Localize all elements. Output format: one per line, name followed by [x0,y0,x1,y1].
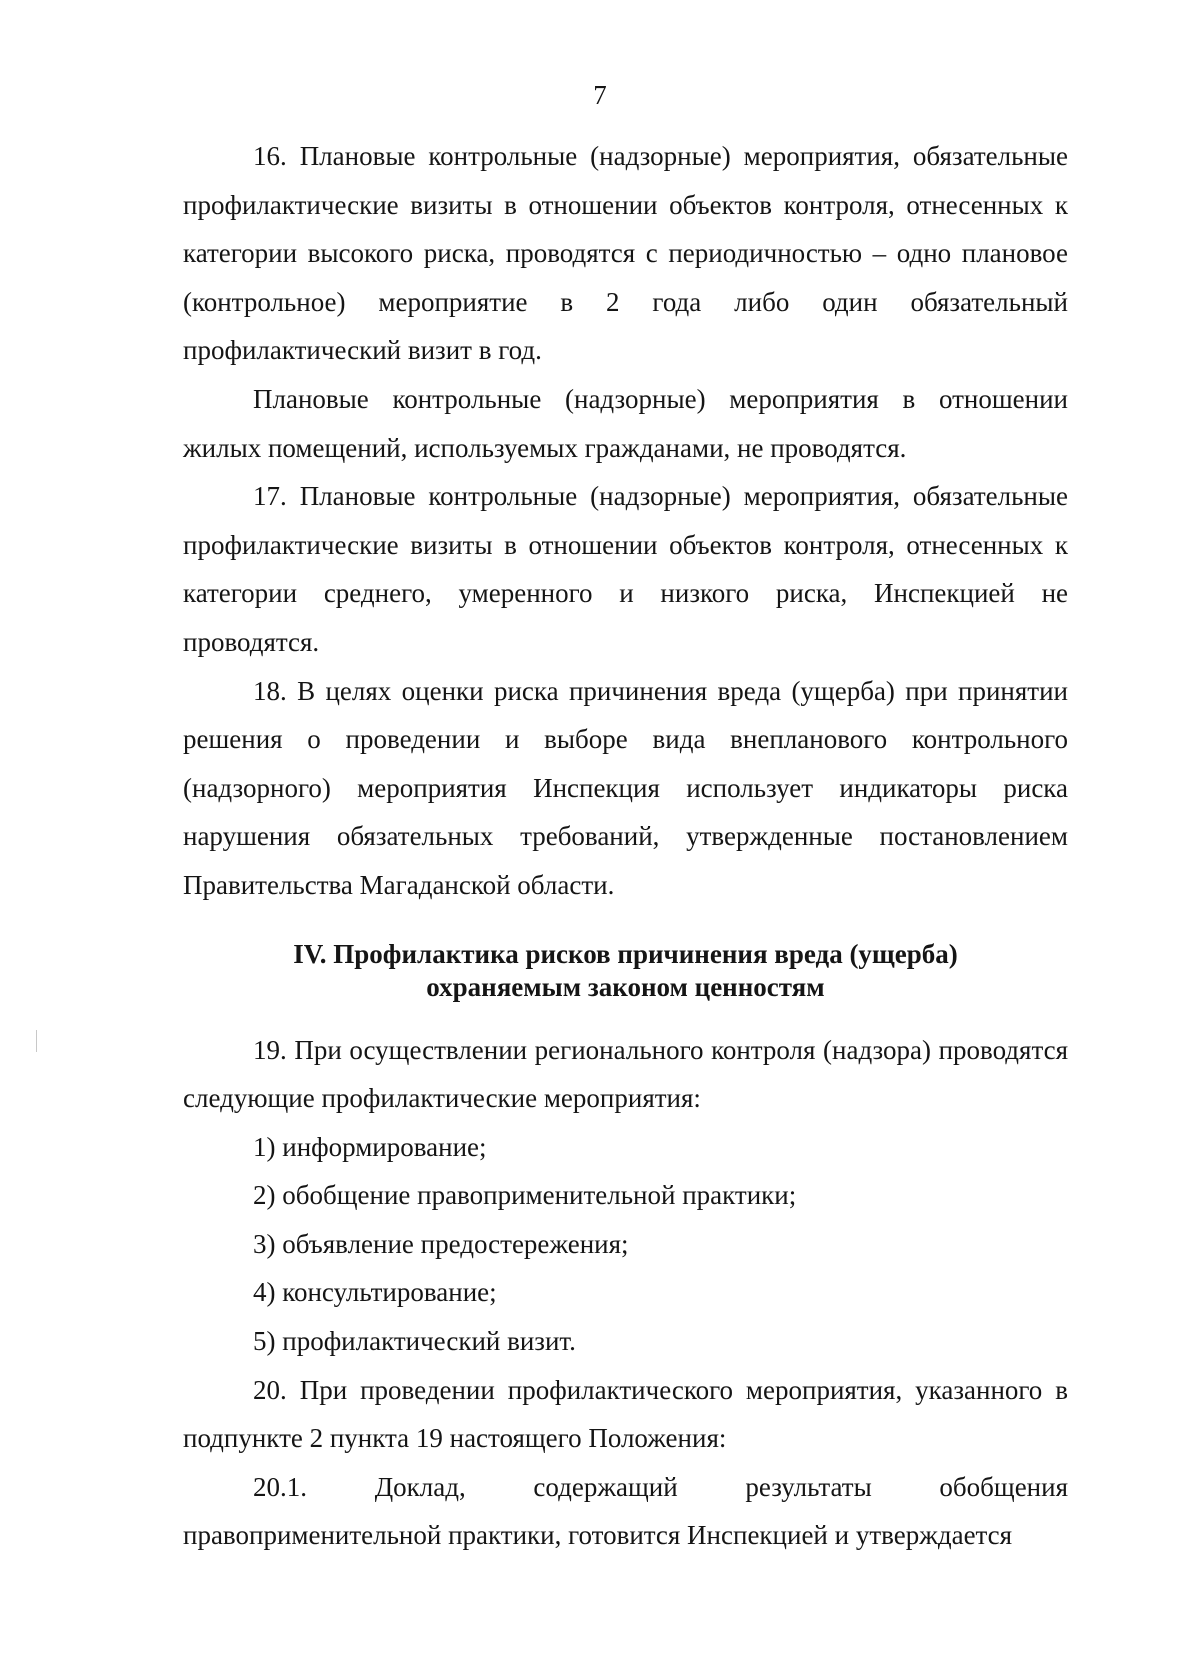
list-item: 3) объявление предостережения; [253,1228,629,1259]
section-heading-line-1: IV. Профилактика рисков причинения вреда (ущерба) [293,938,958,969]
paragraph-20: 20. При проведении профилактического мероприятия, указанного в подпункте 2 пункта 19 настоящего Положения: [183,1374,1068,1454]
section-heading-line-2: охраняемым законом ценностям [426,971,825,1002]
paragraph-19: 19. При осуществлении регионального контроля (надзора) проводятся следующие профилактические мероприятия: [183,1034,1068,1114]
list-item: 5) профилактический визит. [253,1326,576,1357]
paragraph-16-note: Плановые контрольные (надзорные) мероприятия в отношении жилых помещений, используемых гражданами, не проводятся. [183,383,1068,463]
section-heading [183,938,1068,1004]
paragraph-18: 18. В целях оценки риска причинения вреда (ущерба) при принятии решения о проведении и выборе вида внепланового контрольного (надзорного) мероприятия Инспекция использует индикаторы риска нарушения обязательных требований, утвержденные постановлением Правительства Магаданской области. [183,675,1068,900]
page-number: 7 [593,80,607,110]
paragraph-17: 17. Плановые контрольные (надзорные) мероприятия, обязательные профилактические визиты в отношении объектов контроля, отнесенных к категории среднего, умеренного и низкого риска, Инспекцией не проводятся. [183,481,1068,657]
paragraph-20-1: 20.1. Доклад, содержащий результаты обобщения правоприменительной практики, готовится Инспекцией и утверждается [183,1471,1068,1551]
paragraph-16: 16. Плановые контрольные (надзорные) мероприятия, обязательные профилактические визиты в отношении объектов контроля, отнесенных к категории высокого риска, проводятся с периодичностью – одно плановое (контрольное) мероприятие в 2 года либо один обязательный профилактический визит в год. [183,141,1068,366]
list-item: 1) информирование; [253,1131,487,1162]
margin-mark [36,1030,37,1052]
list-item: 4) консультирование; [253,1277,497,1308]
list-item: 2) обобщение правоприменительной практики; [253,1180,797,1211]
document-body [183,132,1068,1560]
